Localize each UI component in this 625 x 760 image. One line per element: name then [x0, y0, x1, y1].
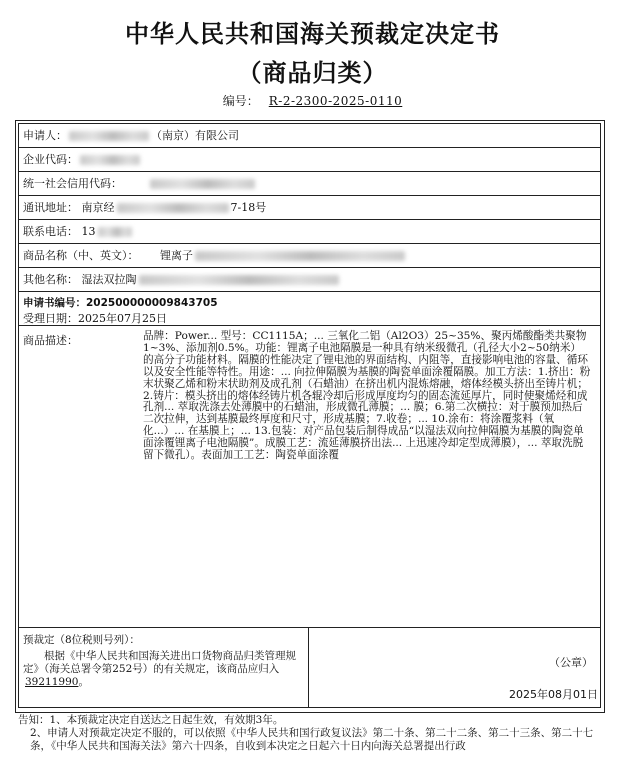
redacted-text — [150, 179, 255, 189]
official-seal-label: （公章） — [549, 656, 593, 669]
address-prefix: 南京经 — [81, 201, 115, 214]
description-text: 品牌：Power... 型号：CC1115A；... 三氧化二铝（Al2O3）25~35%、聚丙烯酸酯类共聚物1~3%、添加剂0.5%。功能：锂离子电池隔膜是一种具有纳米级微孔（孔径大小2~50纳米）的高分子功能材料。隔膜的性能决定了锂电池的界面结构、内阻等，直接影响电池的容量、循环以及安全性能等特性。用途：... 向拉伸隔膜为基膜的陶瓷单面涂覆隔膜。加工方法：1.挤出：粉末状聚乙烯和粉末状助剂及成孔剂（石蜡油）在挤出机内混炼熔融，熔体经模头挤出至铸片机；2.铸片：模头挤出的熔体经铸片机各辊冷却后形成厚度均匀的固态流延厚片，同时使聚烯烃和成孔剂... 萃取洗涤去处薄膜中的石蜡油，形成微孔薄膜；... 膜；6.第二次横拉：对于膜预加热后二次拉伸，达到基膜最终厚度和尺寸，形成基膜；7.收卷；... 10.涂布：将涂覆浆料（氧化...）... 在基膜上；... 13.包装：对产品包装后制得成品“以湿法双向拉伸隔膜为基膜的陶瓷单面涂覆锂离子电池隔膜”。成膜工艺：流延薄膜挤出法... 上迅速冷却定型成薄膜），... 萃取洗脱留下微孔）。表面加工工艺：陶瓷单面涂覆 — [143, 330, 591, 462]
credit-code-label: 统一社会信用代码： — [23, 177, 122, 190]
ruling-end: 。 — [78, 676, 89, 688]
document-subtitle: （商品归类） — [237, 59, 388, 87]
other-name-row — [19, 268, 600, 292]
product-name-prefix: 锂离子 — [160, 249, 193, 262]
divider — [308, 628, 309, 707]
issue-date: 2025年08月01日 — [509, 688, 598, 701]
applicant-row — [19, 124, 600, 148]
application-no-label: 申请书编号： — [23, 297, 86, 309]
address-label: 通讯地址： — [23, 201, 78, 214]
tariff-code: 39211990 — [25, 676, 79, 688]
redacted-text — [69, 131, 149, 141]
redacted-text — [117, 203, 229, 213]
applicant-value: （南京）有限公司 — [151, 129, 239, 142]
document-number-value: R-2-2300-2025-0110 — [268, 94, 403, 108]
application-info — [19, 292, 600, 326]
description-section — [19, 326, 600, 628]
acceptance-date-label: 受理日期： — [23, 312, 78, 325]
description-label: 商品描述： — [23, 334, 78, 347]
document-number — [0, 92, 625, 109]
applicant-label: 申请人： — [23, 129, 67, 142]
ruling-label: 预裁定（8位税则号列）： — [23, 634, 140, 646]
ruling-body: 根据《中华人民共和国海关进出口货物商品归类管理规定》（海关总署令第252号）的有关规定，该商品应归入 — [23, 650, 296, 675]
redacted-text — [195, 251, 405, 261]
notice-2: 2、申请人对预裁定决定不服的，可以依照《中华人民共和国行政复议法》第二十条、第二十二条、第二十三条、第二十七条，《中华人民共和国海关法》第六十四条，自收到本决定之日起六十日内向海关总署提出行政 — [30, 727, 594, 752]
redacted-text — [139, 275, 339, 285]
document-number-label: 编号： — [222, 94, 259, 108]
notice-section — [18, 714, 608, 753]
form-table — [18, 123, 601, 708]
notice-1: 告知：1、本预裁定决定自送达之日起生效，有效期3年。 — [18, 714, 284, 726]
application-no: 202500000009843705 — [86, 297, 218, 309]
address-row — [19, 196, 600, 220]
product-name-label: 商品名称（中、英文）： — [23, 249, 139, 262]
address-suffix: 7-18号 — [230, 201, 267, 214]
phone-prefix: 13 — [81, 225, 96, 238]
document-title: 中华人民共和国海关预裁定决定书 — [125, 20, 500, 48]
credit-code-row — [19, 172, 600, 196]
ruling-text — [23, 650, 301, 689]
redacted-text — [98, 227, 132, 237]
phone-label: 联系电话： — [23, 225, 78, 238]
product-name-row — [19, 244, 600, 268]
phone-row — [19, 220, 600, 244]
redacted-text — [80, 155, 140, 165]
other-name-label: 其他名称： — [23, 273, 78, 286]
company-code-label: 企业代码： — [23, 153, 78, 166]
other-name-prefix: 湿法双拉陶 — [81, 273, 137, 286]
ruling-section — [19, 628, 600, 707]
company-code-row — [19, 148, 600, 172]
acceptance-date: 2025年07月25日 — [78, 312, 167, 325]
